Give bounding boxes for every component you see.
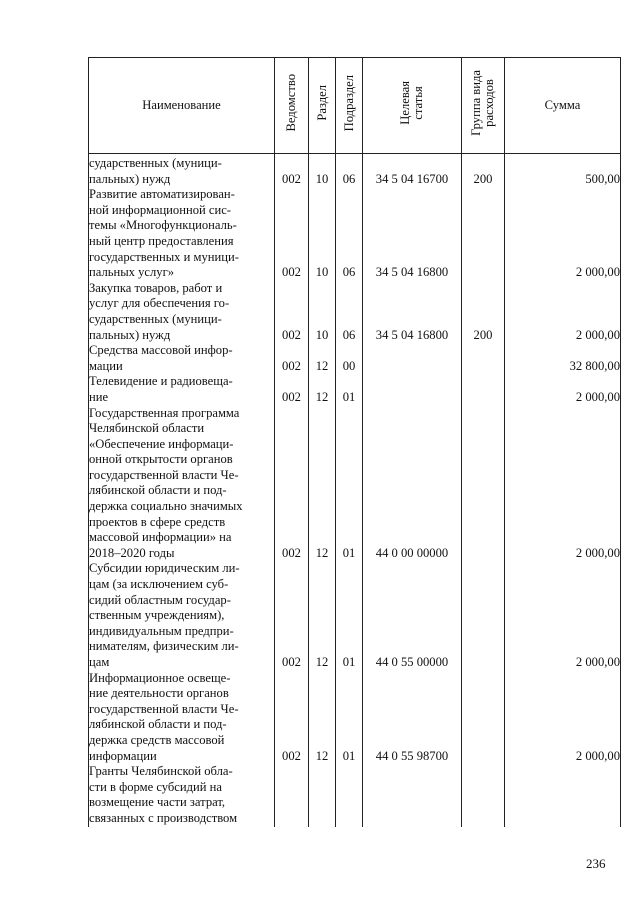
cell-dept [275,764,309,826]
cell-name: Государственная программа Челябинской области «Обеспечение информаци- онной открытости органов государственной власти Че- лябинской области и под- держка социально значимых проектов в сфере средств массовой информации» на 2018–2020 годы [89,406,275,562]
header-name: Наименование [89,58,275,154]
cell-dept: 002 [275,671,309,765]
cell-expense-group [462,406,505,562]
cell-name: Субсидии юридическим ли- цам (за исключением суб- сидий областным государ- ственным учреждениям), индивидуальным предпри- нимателям, физическим ли- цам [89,561,275,670]
cell-sum: 2 000,00 [505,406,621,562]
cell-sum: 2 000,00 [505,374,621,405]
table-row [89,281,621,343]
header-expense-group: Группа вида расходов [462,58,505,154]
cell-subsection: 06 [336,281,363,343]
cell-subsection: 01 [336,374,363,405]
header-sum: Сумма [505,58,621,154]
cell-dept: 002 [275,187,309,281]
cell-subsection: 00 [336,343,363,374]
cell-sum: 2 000,00 [505,281,621,343]
table-row [89,154,621,188]
table-row [89,561,621,670]
cell-target [363,764,462,826]
cell-section: 12 [309,343,336,374]
cell-section: 12 [309,374,336,405]
cell-sum: 500,00 [505,154,621,188]
cell-target [363,343,462,374]
cell-name: сударственных (муници- пальных) нужд [89,154,275,188]
cell-dept: 002 [275,374,309,405]
cell-target: 44 0 55 98700 [363,671,462,765]
cell-subsection: 01 [336,561,363,670]
cell-sum: 2 000,00 [505,561,621,670]
cell-subsection [336,764,363,826]
cell-target: 34 5 04 16700 [363,154,462,188]
cell-subsection: 01 [336,406,363,562]
header-dept: Ведомство [275,58,309,154]
cell-subsection: 06 [336,154,363,188]
header-target: Целевая статья [363,58,462,154]
cell-subsection: 01 [336,671,363,765]
cell-name: Гранты Челябинской обла- сти в форме субсидий на возмещение части затрат, связанных с производством [89,764,275,826]
cell-expense-group [462,561,505,670]
cell-expense-group: 200 [462,281,505,343]
cell-dept: 002 [275,561,309,670]
cell-sum: 2 000,00 [505,187,621,281]
cell-expense-group [462,671,505,765]
page-number: 236 [586,856,606,871]
cell-target [363,374,462,405]
cell-dept: 002 [275,154,309,188]
table-row [89,374,621,405]
cell-name: Средства массовой инфор- мации [89,343,275,374]
table-row [89,764,621,826]
cell-section: 12 [309,406,336,562]
cell-name: Развитие автоматизирован- ной информационной сис- темы «Многофункциональ- ный центр предоставления государственных и муници- пальных услуг» [89,187,275,281]
header-subsection: Подраздел [336,58,363,154]
cell-sum: 2 000,00 [505,671,621,765]
cell-sum: 32 800,00 [505,343,621,374]
cell-dept: 002 [275,281,309,343]
cell-target: 44 0 00 00000 [363,406,462,562]
cell-section: 10 [309,187,336,281]
cell-section [309,764,336,826]
table-row [89,671,621,765]
table-row [89,343,621,374]
cell-expense-group [462,764,505,826]
header-section: Раздел [309,58,336,154]
cell-name: Информационное освеще- ние деятельности органов государственной власти Че- лябинской области и под- держка средств массовой информации [89,671,275,765]
cell-name: Закупка товаров, работ и услуг для обеспечения го- сударственных (муници- пальных) нужд [89,281,275,343]
table-row [89,187,621,281]
cell-dept: 002 [275,343,309,374]
table-row [89,406,621,562]
cell-expense-group [462,374,505,405]
cell-target: 44 0 55 00000 [363,561,462,670]
cell-sum [505,764,621,826]
table-header-row [89,58,621,154]
cell-expense-group [462,187,505,281]
cell-target: 34 5 04 16800 [363,187,462,281]
cell-section: 12 [309,671,336,765]
cell-expense-group: 200 [462,154,505,188]
budget-table [88,57,621,827]
cell-name: Телевидение и радиовеща- ние [89,374,275,405]
cell-dept: 002 [275,406,309,562]
cell-subsection: 06 [336,187,363,281]
cell-expense-group [462,343,505,374]
cell-section: 12 [309,561,336,670]
cell-target: 34 5 04 16800 [363,281,462,343]
cell-section: 10 [309,281,336,343]
cell-section: 10 [309,154,336,188]
